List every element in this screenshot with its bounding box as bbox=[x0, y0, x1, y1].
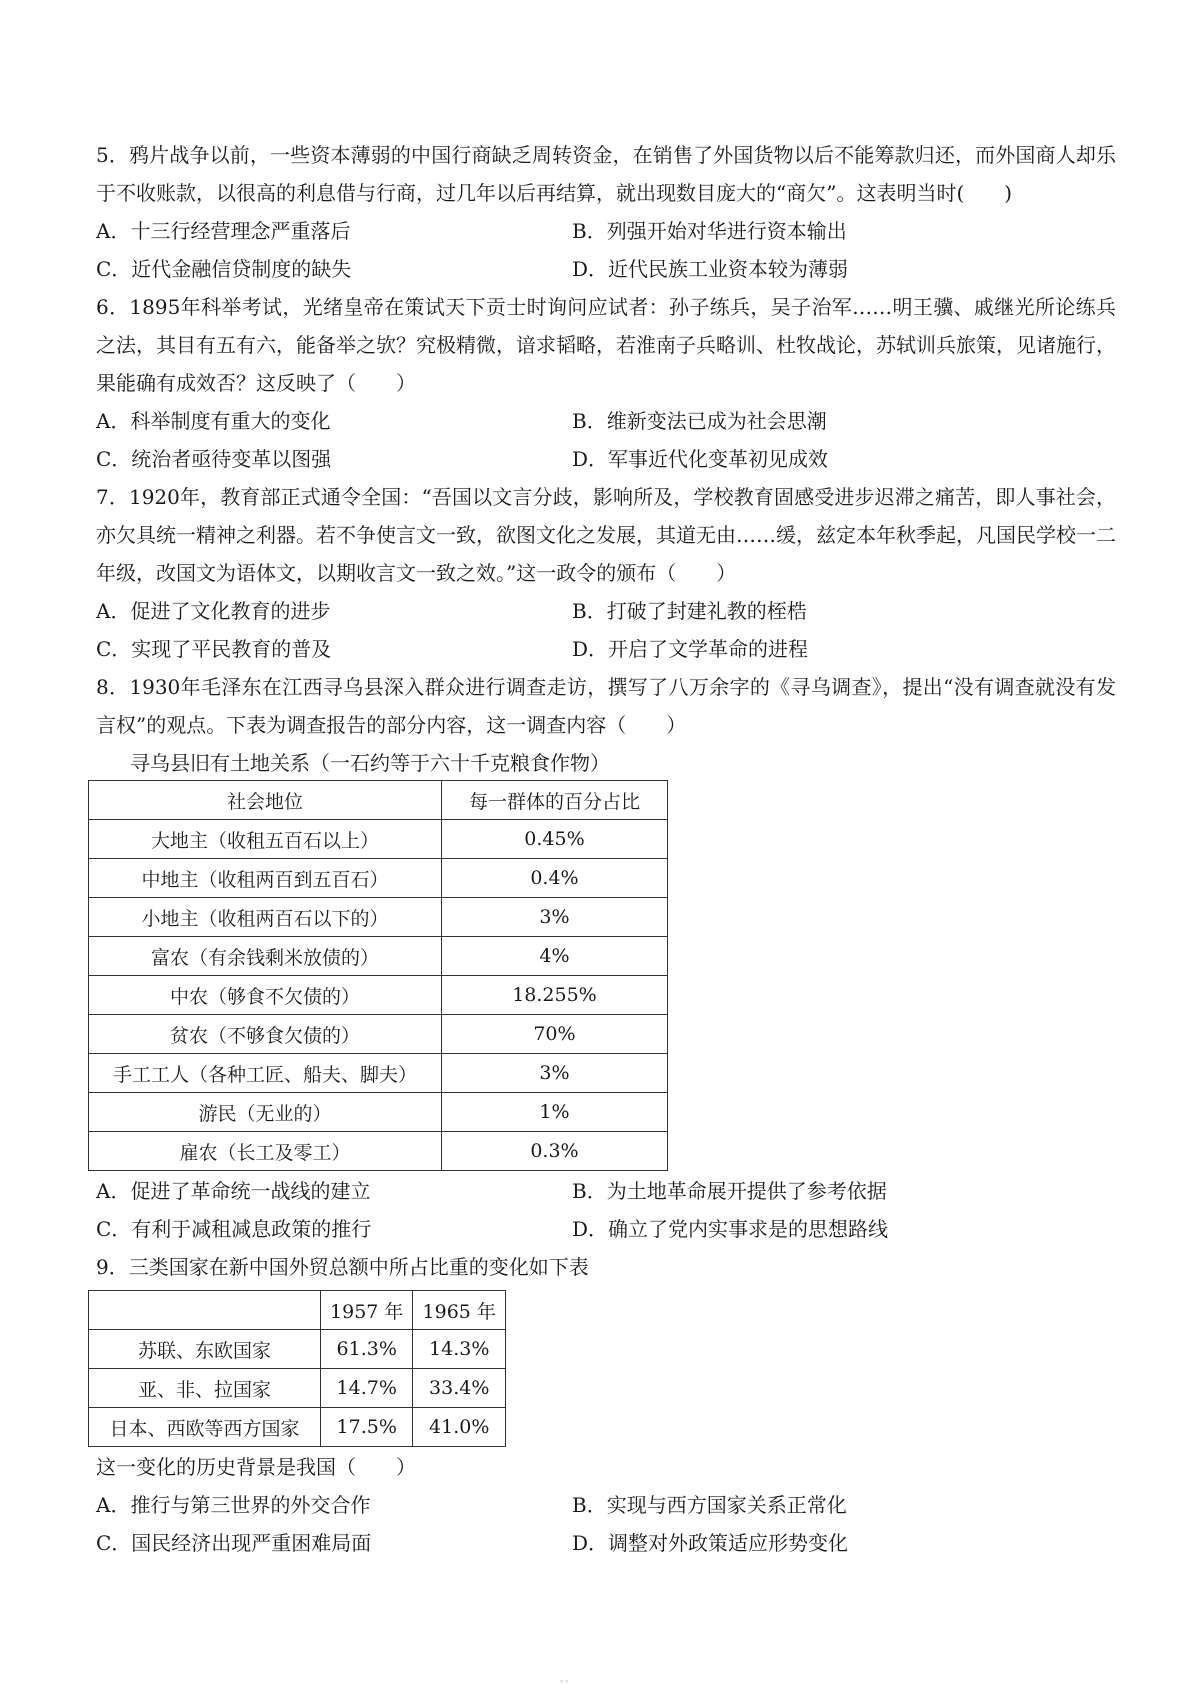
table-row bbox=[89, 1093, 668, 1132]
q7-option-c: C．实现了平民教育的普及 bbox=[96, 637, 332, 661]
question-5-stem: 5．鸦片战争以前，一些资本薄弱的中国行商缺乏周转资金，在销售了外国货物以后不能筹款归还，而外国商人却乐于不收账款，以很高的利息借与行商，过几年以后再结算，就出现数目庞大的“商欠”。这表明当时( ) bbox=[96, 143, 1116, 205]
q7-option-d: D．开启了文学革命的进程 bbox=[572, 637, 809, 661]
table-cell: 70% bbox=[441, 1015, 667, 1054]
table-cell: 0.45% bbox=[441, 820, 667, 859]
q5-option-c: C．近代金融信贷制度的缺失 bbox=[96, 257, 352, 281]
q5-option-b: B．列强开始对华进行资本输出 bbox=[572, 219, 847, 243]
table-row bbox=[89, 1015, 668, 1054]
table-header: 1965 年 bbox=[413, 1291, 506, 1330]
table-cell: 41.0% bbox=[413, 1408, 506, 1447]
q8-option-c: C．有利于减租减息政策的推行 bbox=[96, 1217, 372, 1241]
table-cell: 手工工人（各种工匠、船夫、脚夫） bbox=[89, 1054, 442, 1093]
q7-option-a: A．促进了文化教育的进步 bbox=[96, 599, 331, 623]
table-cell: 1% bbox=[441, 1093, 667, 1132]
table-cell: 0.4% bbox=[441, 859, 667, 898]
table-cell: 0.3% bbox=[441, 1132, 667, 1171]
land-table-caption: 寻乌县旧有土地关系（一石约等于六十千克粮食作物） bbox=[130, 751, 610, 775]
q9-option-c: C．国民经济出现严重困难局面 bbox=[96, 1531, 372, 1555]
q5-option-d: D．近代民族工业资本较为薄弱 bbox=[572, 257, 849, 281]
table-cell: 14.7% bbox=[320, 1369, 413, 1408]
trade-share-table bbox=[88, 1290, 506, 1447]
table-cell: 贫农（不够食欠债的） bbox=[89, 1015, 442, 1054]
q5-option-a: A．十三行经营理念严重落后 bbox=[96, 219, 351, 243]
table-cell: 游民（无业的） bbox=[89, 1093, 442, 1132]
table-header: 1957 年 bbox=[320, 1291, 413, 1330]
table-cell: 富农（有余钱剩米放债的） bbox=[89, 937, 442, 976]
table-header-row bbox=[89, 1291, 506, 1330]
table-cell: 17.5% bbox=[320, 1408, 413, 1447]
land-relations-table bbox=[88, 780, 668, 1171]
table-row bbox=[89, 1132, 668, 1171]
q9-option-a: A．推行与第三世界的外交合作 bbox=[96, 1493, 371, 1517]
table-header-row bbox=[89, 781, 668, 820]
table-cell: 苏联、东欧国家 bbox=[89, 1330, 321, 1369]
q6-option-a: A．科举制度有重大的变化 bbox=[96, 409, 331, 433]
table-row bbox=[89, 898, 668, 937]
table-row bbox=[89, 1330, 506, 1369]
table-cell: 中地主（收租两百到五百石） bbox=[89, 859, 442, 898]
table-cell: 日本、西欧等西方国家 bbox=[89, 1408, 321, 1447]
table-row bbox=[89, 1054, 668, 1093]
question-9-prompt: 这一变化的历史背景是我国（ ） bbox=[96, 1455, 416, 1479]
question-8-stem: 8．1930年毛泽东在江西寻乌县深入群众进行调查走访，撰写了八万余字的《寻乌调查》，提出“没有调查就没有发言权”的观点。下表为调查报告的部分内容，这一调查内容（ ） bbox=[96, 675, 1116, 737]
table-header: 每一群体的百分占比 bbox=[441, 781, 667, 820]
table-cell: 3% bbox=[441, 1054, 667, 1093]
q6-option-c: C．统治者亟待变革以图强 bbox=[96, 447, 332, 471]
table-cell: 18.255% bbox=[441, 976, 667, 1015]
q8-option-d: D．确立了党内实事求是的思想路线 bbox=[572, 1217, 889, 1241]
q7-option-b: B．打破了封建礼教的桎梏 bbox=[572, 599, 807, 623]
table-row bbox=[89, 976, 668, 1015]
q9-option-b: B．实现与西方国家关系正常化 bbox=[572, 1493, 847, 1517]
question-7-stem: 7．1920年，教育部正式通令全国：“吾国以文言分歧，影响所及，学校教育固感受进步迟滞之痛苦，即人事社会，亦欠具统一精神之利器。若不争使言文一致，欲图文化之发展，其道无由……缓，兹定本年秋季起，凡国民学校一二年级，改国文为语体文，以期收言文一致之效。”这一政令的颁布（ ） bbox=[96, 485, 1116, 585]
table-row bbox=[89, 820, 668, 859]
question-6-stem: 6．1895年科举考试，光绪皇帝在策试天下贡士时询问应试者：孙子练兵，吴子治军……明王骥、戚继光所论练兵之法，其目有五有六，能备举之欤？究极精微，谙求韬略，若淮南子兵略训、杜牧战论，苏轼训兵旅策，见诸施行，果能确有成效否？这反映了（ ） bbox=[96, 295, 1116, 395]
table-cell: 雇农（长工及零工） bbox=[89, 1132, 442, 1171]
q8-option-a: A．促进了革命统一战线的建立 bbox=[96, 1179, 371, 1203]
table-row bbox=[89, 859, 668, 898]
table-cell: 大地主（收租五百石以上） bbox=[89, 820, 442, 859]
table-header bbox=[89, 1291, 321, 1330]
question-9-stem: 9．三类国家在新中国外贸总额中所占比重的变化如下表 bbox=[96, 1255, 589, 1279]
table-cell: 亚、非、拉国家 bbox=[89, 1369, 321, 1408]
table-cell: 61.3% bbox=[320, 1330, 413, 1369]
q6-option-b: B．维新变法已成为社会思潮 bbox=[572, 409, 827, 433]
q8-option-b: B．为土地革命展开提供了参考依据 bbox=[572, 1179, 887, 1203]
table-cell: 4% bbox=[441, 937, 667, 976]
table-header: 社会地位 bbox=[89, 781, 442, 820]
table-row bbox=[89, 937, 668, 976]
table-cell: 14.3% bbox=[413, 1330, 506, 1369]
table-row bbox=[89, 1369, 506, 1408]
table-row bbox=[89, 1408, 506, 1447]
q6-option-d: D．军事近代化变革初见成效 bbox=[572, 447, 829, 471]
q9-option-d: D．调整对外政策适应形势变化 bbox=[572, 1531, 849, 1555]
table-cell: 中农（够食不欠债的） bbox=[89, 976, 442, 1015]
table-cell: 33.4% bbox=[413, 1369, 506, 1408]
footer-mark: 。。 bbox=[560, 1674, 575, 1685]
table-cell: 小地主（收租两百石以下的） bbox=[89, 898, 442, 937]
table-cell: 3% bbox=[441, 898, 667, 937]
